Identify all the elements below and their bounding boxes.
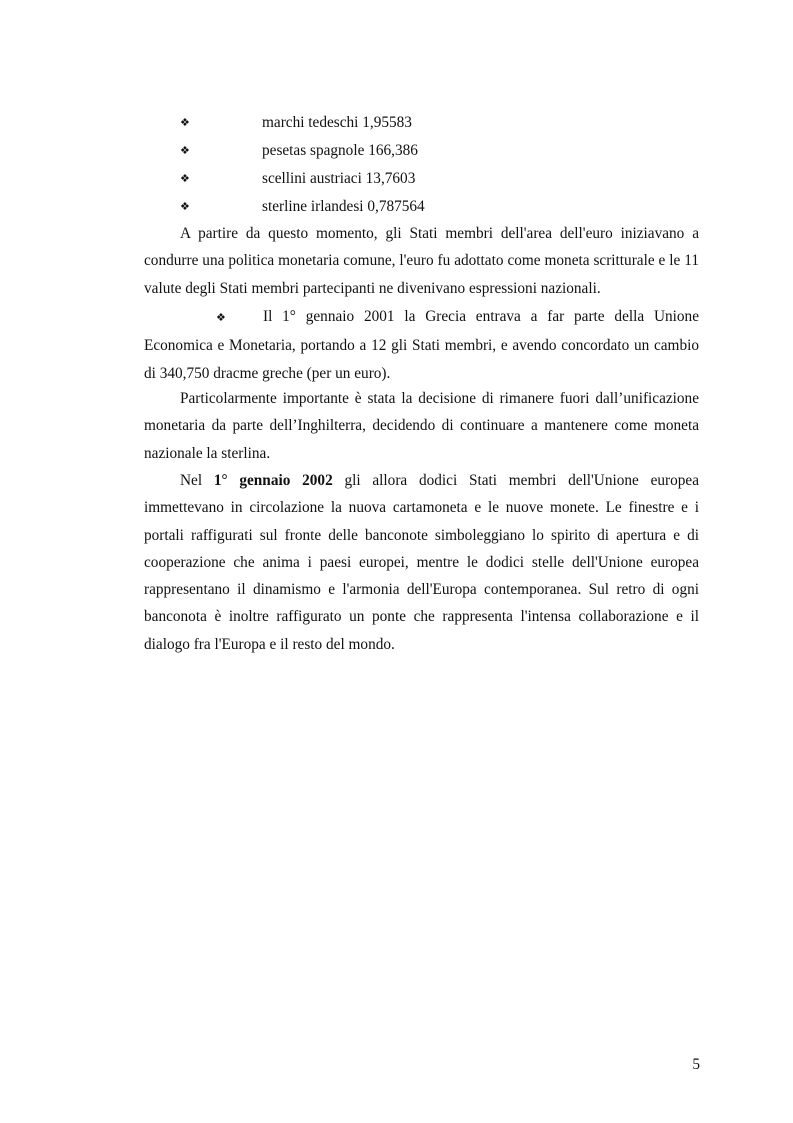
list-item-text: pesetas spagnole 166,386	[262, 142, 418, 159]
diamond-bullet-icon: ❖	[180, 201, 190, 213]
paragraph-banknotes	[144, 467, 699, 658]
diamond-bullet-icon: ❖	[216, 312, 226, 324]
list-item-text: scellini austriaci 13,7603	[262, 170, 416, 187]
paragraph-england: Particolarmente importante è stata la decisione di rimanere fuori dall’unificazione monetaria da parte dell’Inghilterra, decidendo di continuare a mantenere come moneta nazionale la sterlina.	[144, 390, 699, 462]
diamond-bullet-icon: ❖	[180, 173, 190, 185]
paragraph-banknotes-lead: Nel	[180, 472, 214, 489]
paragraph-euro-adoption: A partire da questo momento, gli Stati membri dell'area dell'euro iniziavano a condurre una politica monetaria comune, l'euro fu adottato come moneta scritturale e le 11 valute degli Stati membri partecipanti ne divenivano espressioni nazionali.	[144, 225, 699, 297]
diamond-bullet-icon: ❖	[180, 117, 190, 129]
date-highlight: 1° gennaio 2002	[213, 472, 333, 489]
paragraph-greece	[144, 303, 699, 387]
paragraph-banknotes-text: gli allora dodici Stati membri dell'Unione europea immettevano in circolazione la nuova cartamoneta e le nuove monete. Le finestre e i portali raffigurati sul fronte delle banconote simboleggiano lo spirito di apertura e di cooperazione che anima i paesi europei, mentre le dodici stelle dell'Unione europea rappresentano il dinamismo e l'armonia dell'Europa contemporanea. Sul retro di ogni banconota è inoltre raffigurato un ponte che rappresenta l'intensa collaborazione e il dialogo fra l'Europa e il resto del mondo.	[144, 472, 699, 653]
list-item-text: sterline irlandesi 0,787564	[262, 198, 425, 215]
paragraph-greece-text: Il 1° gennaio 2001 la Grecia entrava a far parte della Unione Economica e Monetaria, portando a 12 gli Stati membri, e avendo concordato un cambio di 340,750 dracme greche (per un euro).	[144, 308, 699, 382]
list-item-text: marchi tedeschi 1,95583	[262, 114, 412, 131]
page-number: 5	[692, 1056, 700, 1073]
diamond-bullet-icon: ❖	[180, 145, 190, 157]
